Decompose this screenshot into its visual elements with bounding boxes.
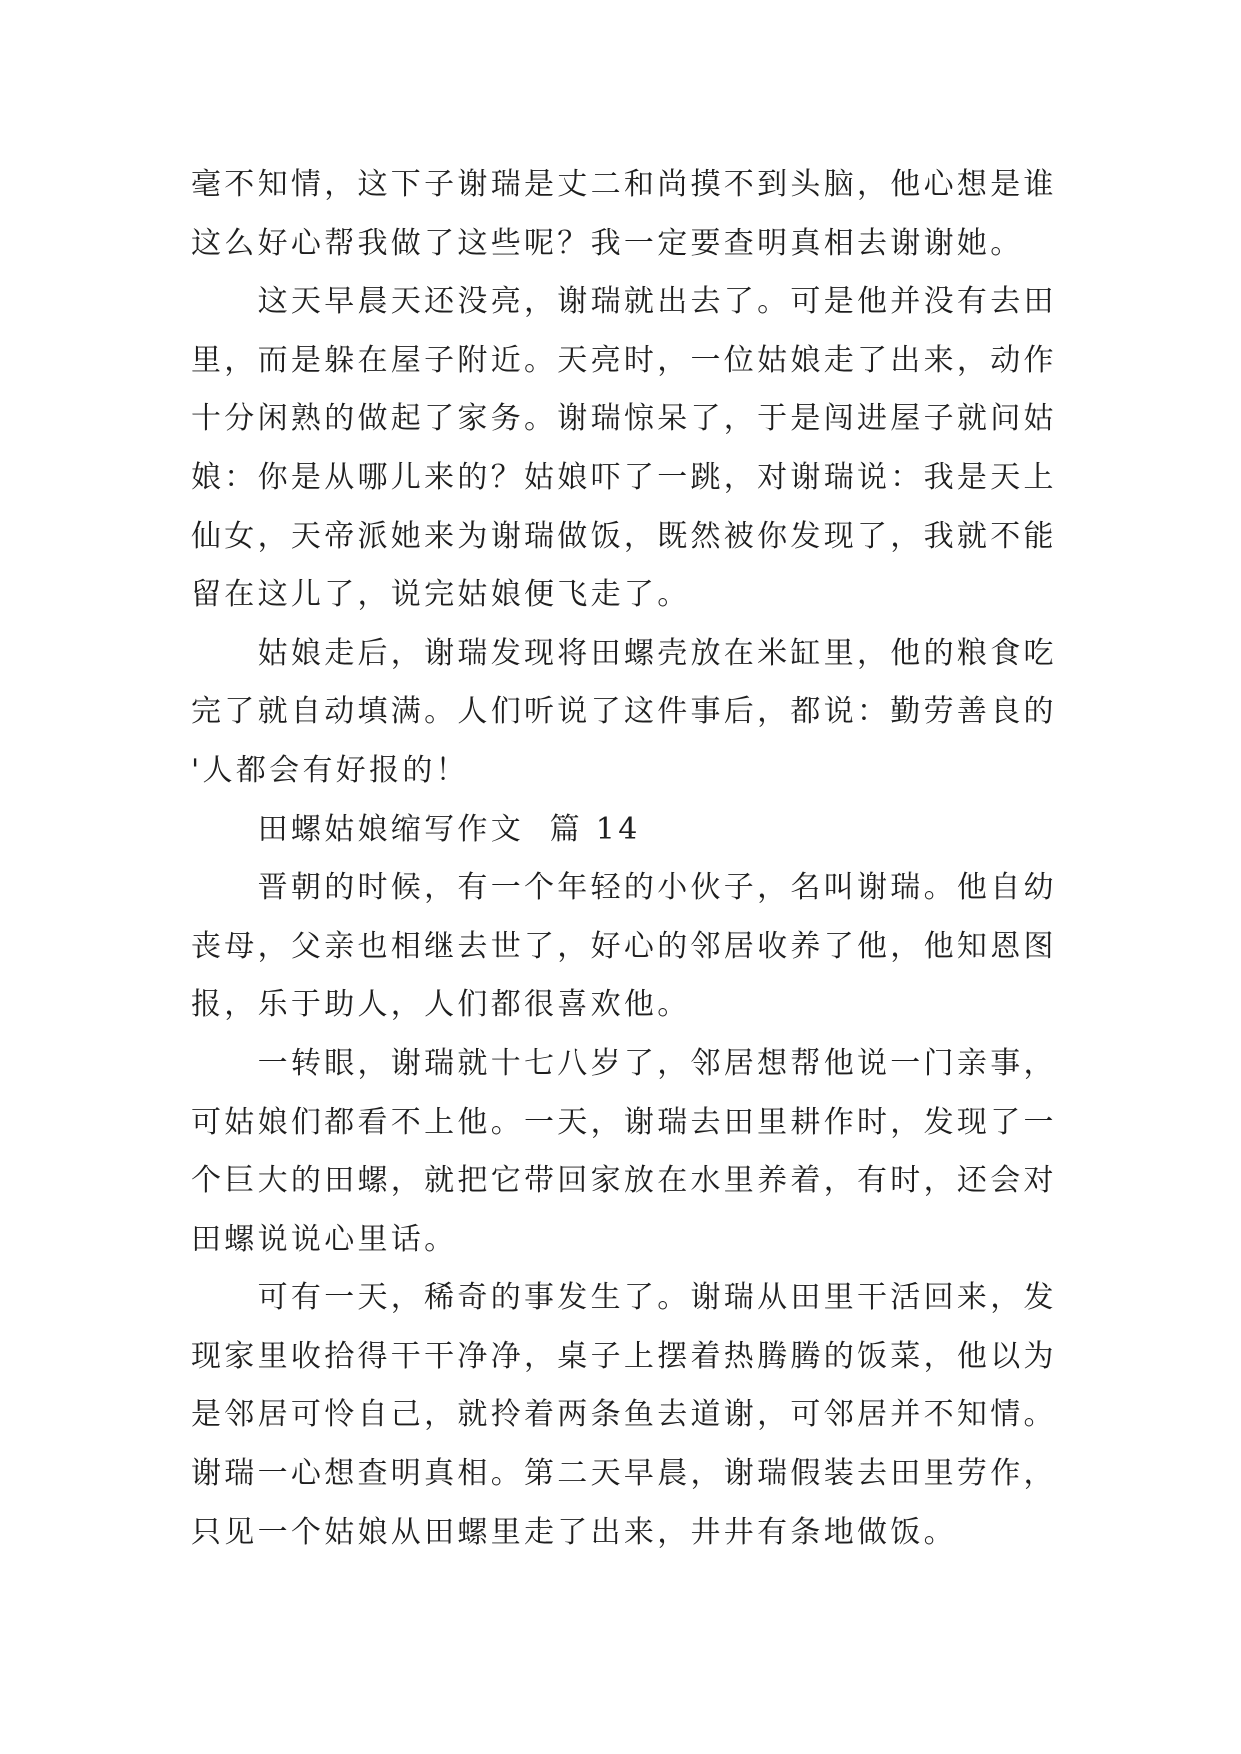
text-line: 留在这儿了，说完姑娘便飞走了。 xyxy=(191,577,691,613)
text-line: 是邻居可怜自己，就拎着两条鱼去道谢，可邻居并不知情。 xyxy=(191,1397,1057,1433)
text-line: 丧母，父亲也相继去世了，好心的邻居收养了他，他知恩图 xyxy=(191,928,1057,964)
paragraph xyxy=(191,273,1071,625)
text-line: '人都会有好报的！ xyxy=(191,752,469,788)
text-line: 这么好心帮我做了这些呢？我一定要查明真相去谢谢她。 xyxy=(191,225,1024,261)
text-line: 这天早晨天还没亮，谢瑞就出去了。可是他并没有去田 xyxy=(257,284,1057,320)
text-line: 个巨大的田螺，就把它带回家放在水里养着，有时，还会对 xyxy=(191,1163,1057,1199)
text-line: 仙女，天帝派她来为谢瑞做饭，既然被你发现了，我就不能 xyxy=(191,518,1057,554)
text-line: 毫不知情，这下子谢瑞是丈二和尚摸不到头脑，他心想是谁 xyxy=(191,167,1057,202)
text-line: 一转眼，谢瑞就十七八岁了，邻居想帮他说一门亲事， xyxy=(257,1045,1057,1081)
text-line: 姑娘走后，谢瑞发现将田螺壳放在米缸里，他的粮食吃 xyxy=(257,635,1057,671)
text-line: 可姑娘们都看不上他。一天，谢瑞去田里耕作时，发现了一 xyxy=(191,1104,1057,1140)
section-heading-text: 田螺姑娘缩写作文 篇 14 xyxy=(257,811,641,847)
text-line: 谢瑞一心想查明真相。第二天早晨，谢瑞假装去田里劳作， xyxy=(191,1456,1057,1492)
text-line: 可有一天，稀奇的事发生了。谢瑞从田里干活回来，发 xyxy=(257,1280,1057,1316)
text-line: 田螺说说心里话。 xyxy=(191,1221,458,1257)
text-line: 晋朝的时候，有一个年轻的小伙子，名叫谢瑞。他自幼 xyxy=(257,870,1057,906)
paragraph xyxy=(191,625,1071,801)
document-body xyxy=(191,156,1071,1562)
text-line: 十分闲熟的做起了家务。谢瑞惊呆了，于是闯进屋子就问姑 xyxy=(191,401,1057,437)
text-line: 报，乐于助人，人们都很喜欢他。 xyxy=(191,987,691,1023)
section-heading xyxy=(191,801,1071,860)
text-line: 完了就自动填满。人们听说了这件事后，都说：勤劳善良的 xyxy=(191,694,1057,730)
paragraph xyxy=(191,1269,1071,1562)
text-line: 娘：你是从哪儿来的？姑娘吓了一跳，对谢瑞说：我是天上 xyxy=(191,459,1057,495)
text-line: 只见一个姑娘从田螺里走了出来，井井有条地做饭。 xyxy=(191,1514,957,1550)
paragraph xyxy=(191,156,1071,273)
paragraph xyxy=(191,859,1071,1035)
text-line: 现家里收拾得干干净净，桌子上摆着热腾腾的饭菜，他以为 xyxy=(191,1338,1057,1374)
text-line: 里，而是躲在屋子附近。天亮时，一位姑娘走了出来，动作 xyxy=(191,342,1057,378)
paragraph xyxy=(191,1035,1071,1269)
